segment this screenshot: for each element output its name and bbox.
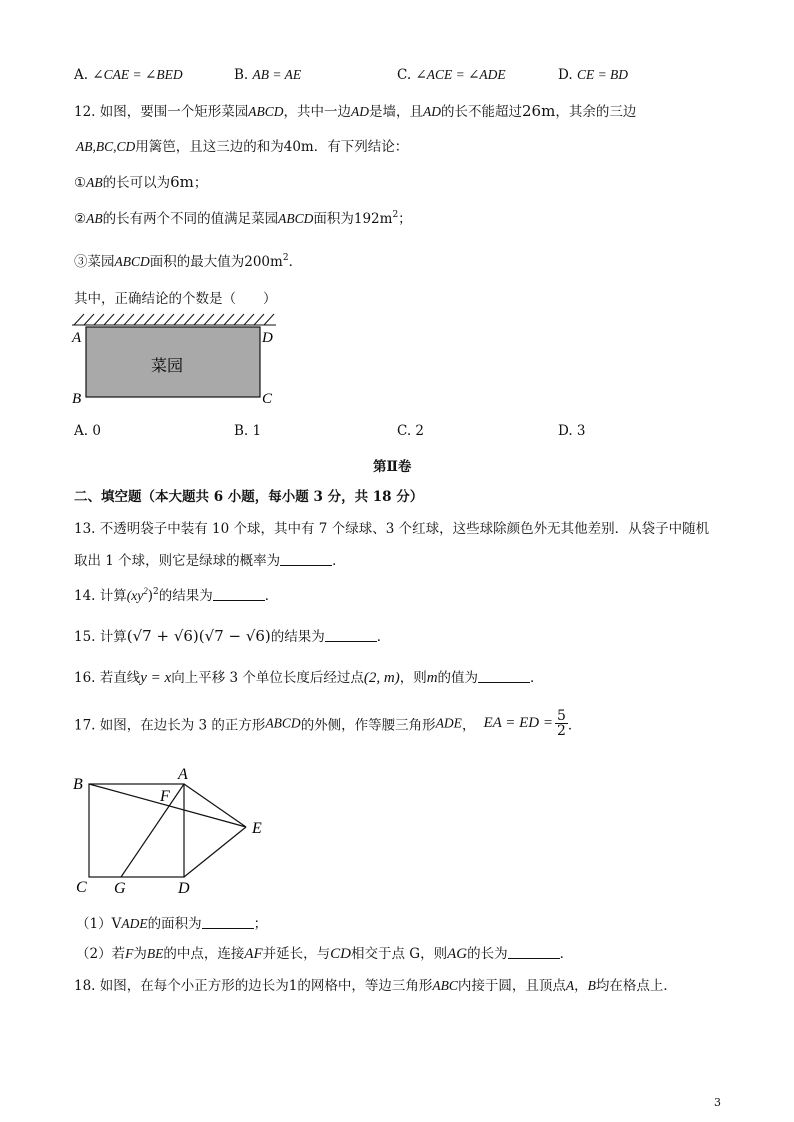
q15-text: 15. 计算 <box>74 629 127 645</box>
q14-sup: 2 <box>143 586 148 596</box>
q14-text: 的结果为 <box>158 588 213 604</box>
q18-text: ， <box>574 978 588 994</box>
q15-expr: (√7 + √6)(√7 − √6) <box>126 627 271 645</box>
q17-p1-triangle-glyph: V <box>111 916 122 932</box>
q18-math: ABC <box>432 978 458 993</box>
q12-value: 26m <box>522 102 556 120</box>
q11-option-a-label: A. <box>74 67 89 83</box>
q12-text: ． <box>288 254 303 270</box>
q11-option-c-expr: ∠ACE = ∠ADE <box>415 67 506 82</box>
answer-blank <box>325 640 377 642</box>
volume-title: 第Ⅱ卷 <box>373 459 412 475</box>
q15-text: 的结果为 <box>270 629 325 645</box>
q17-text: 为 <box>133 946 147 962</box>
q12-math: ABCD <box>278 211 314 226</box>
q17-text: 的长为 <box>467 946 508 962</box>
vertex-d: D <box>262 330 273 346</box>
q17-text: 的中点，连接 <box>163 946 245 962</box>
q11-option-b <box>234 67 301 83</box>
q13-line2 <box>74 549 346 569</box>
q16-var: m <box>426 670 438 686</box>
q12-line1 <box>74 100 636 120</box>
vertex-c: C <box>262 391 273 407</box>
segment-de <box>184 827 246 877</box>
q18-value: 1 <box>288 978 298 994</box>
answer-blank <box>478 681 530 683</box>
q11-option-a-expr: ∠CAE = ∠BED <box>92 67 183 82</box>
q17-square-figure <box>72 768 272 898</box>
q17-math: AF <box>244 946 263 962</box>
q17-text: 的面积为 <box>147 916 202 932</box>
vertex-b: B <box>72 391 82 407</box>
q17-part1 <box>76 912 267 932</box>
vertex-a: A <box>72 330 82 346</box>
q12-math: AB,BC,CD <box>76 139 136 154</box>
q14-paren: ) <box>147 588 154 604</box>
answer-blank <box>202 927 254 929</box>
q16-text: 向上平移 3 个单位长度后经过点 <box>171 670 364 686</box>
q12-ask: 其中，正确结论的个数是（ ） <box>74 291 277 307</box>
q15 <box>74 625 390 645</box>
q12-math: ABCD <box>248 104 284 119</box>
q12-text: ； <box>398 211 412 227</box>
q18 <box>74 974 677 994</box>
q18-math: A <box>565 978 575 993</box>
q17-text: 的外侧，作等腰三角形 <box>300 717 436 734</box>
q17-part2 <box>76 942 573 963</box>
vertex-d: D <box>178 880 190 897</box>
q12-text: 面积的最大值为 <box>149 254 245 270</box>
section-header: 二、填空题（本大题共 6 小题，每小题 3 分，共 18 分） <box>74 489 424 505</box>
q14 <box>74 584 278 604</box>
q18-text: 18. 如图，在每个小正方形的边长为 <box>74 978 289 994</box>
page-number: 3 <box>714 1096 721 1109</box>
q11-option-c-label: C. <box>397 67 412 83</box>
q18-text: 均在格点上． <box>595 978 677 994</box>
q12-math: AD <box>423 104 442 119</box>
q12-option-d: D. 3 <box>558 423 586 439</box>
q12-c3-text: ③菜园 <box>74 254 115 270</box>
q17-end: ． <box>567 717 582 734</box>
segment-ae <box>184 784 246 827</box>
q12-text: 的长可以为 <box>102 175 171 191</box>
q12-text: 12. 如图，要围一个矩形菜园 <box>74 104 249 120</box>
fraction-five-halves <box>555 709 568 738</box>
garden-label: 菜园 <box>151 358 184 375</box>
point-f: F <box>160 788 170 805</box>
q17-text: ， <box>461 717 476 734</box>
q13-text: 取出 1 个球，则它是绿球的概率为 <box>74 553 281 569</box>
q17-math: ADE <box>121 916 148 931</box>
q18-text: 内接于圆，且顶点 <box>457 978 566 994</box>
q12-text: ； <box>193 175 208 191</box>
q18-math: B <box>587 978 596 993</box>
q12-sup: 2 <box>392 210 399 220</box>
segment-ag <box>121 784 184 877</box>
q17-text: 17. 如图，在边长为 3 的正方形 <box>74 717 266 734</box>
q16-point: (2, m) <box>363 670 400 686</box>
q12-option-c: C. 2 <box>397 423 425 439</box>
q12-text: 的长不能超过 <box>441 104 523 120</box>
q14-sup: 2 <box>153 587 159 597</box>
q12-text: ，其余的三边 <box>555 104 637 120</box>
q17-text: （2）若 <box>76 946 126 962</box>
q12-option-b: B. 1 <box>234 423 262 439</box>
q17-text: ． <box>559 946 574 962</box>
q17-math: F <box>125 946 134 961</box>
q11-option-b-label: B. <box>234 67 249 83</box>
answer-blank <box>280 564 332 566</box>
q12-value: 200m <box>244 254 283 270</box>
wall-hatching <box>72 314 276 325</box>
q12-text: 用篱笆，且这三边的和为 <box>135 139 284 155</box>
q16-eq: y = x <box>140 670 172 686</box>
vertex-c: C <box>76 879 87 896</box>
q12-c2-mark: ② <box>74 211 87 227</box>
q12-conclusion-1 <box>74 171 207 191</box>
q12-option-a: A. 0 <box>74 423 101 439</box>
q12-value: 40m <box>283 139 314 155</box>
q12-conclusion-3 <box>74 250 302 270</box>
q14-text: 14. 计算 <box>74 588 127 604</box>
q12-math: ABCD <box>114 254 150 269</box>
q17-eq: EA = ED = <box>483 715 553 731</box>
q12-garden-figure <box>66 308 286 408</box>
answer-blank <box>508 957 560 959</box>
q16-text: ，则 <box>399 670 427 686</box>
q16 <box>74 666 544 687</box>
q14-expr: (xy <box>126 588 144 603</box>
q15-end: ． <box>376 629 391 645</box>
q17-math: CD <box>330 946 352 962</box>
q13-line1: 13. 不透明袋子中装有 10 个球，其中有 7 个绿球、3 个红球，这些球除颜色外无其他差别．从袋子中随机 <box>74 521 710 537</box>
q16-end: ． <box>530 670 544 686</box>
q16-text: 16. 若直线 <box>74 670 141 686</box>
q18-text: 的网格中，等边三角形 <box>297 978 433 994</box>
q16-text: 的值为 <box>437 670 479 686</box>
q12-value: 6m <box>170 173 194 191</box>
fraction-denominator: 2 <box>556 723 566 739</box>
q11-option-c <box>397 67 506 83</box>
q17-math: BE <box>146 946 164 961</box>
q12-text: 面积为 <box>313 211 354 227</box>
q17-text: ； <box>253 916 268 932</box>
q11-option-a <box>74 67 183 83</box>
q17-math: ABCD <box>265 715 301 731</box>
q17-text: 相交于点 G，则 <box>351 946 448 962</box>
answer-blank <box>213 599 265 601</box>
q17-p1-text: （1） <box>76 916 112 932</box>
q12-math: AD <box>351 104 370 119</box>
q17-math: ADE <box>435 715 462 731</box>
q17-stem <box>74 709 581 738</box>
q12-text: 是墙，且 <box>369 104 424 120</box>
q12-sup: 2 <box>282 253 289 263</box>
q12-line2 <box>76 135 408 155</box>
q13-end: ． <box>332 553 346 569</box>
point-g: G <box>114 880 126 897</box>
q17-math: AG <box>447 946 468 962</box>
q11-option-d-expr: CE = BD <box>576 67 629 82</box>
q12-text: 的长有两个不同的值满足菜园 <box>102 211 279 227</box>
q11-option-b-expr: AB = AE <box>252 67 302 82</box>
vertex-e: E <box>252 820 262 837</box>
q11-option-d <box>558 67 628 83</box>
q14-end: ． <box>264 588 279 604</box>
q11-option-d-label: D. <box>558 67 573 83</box>
q12-conclusion-2 <box>74 207 412 227</box>
q17-text: 并延长，与 <box>262 946 331 962</box>
q12-math: AB <box>86 211 103 226</box>
vertex-b: B <box>73 776 83 793</box>
vertex-a: A <box>178 768 188 783</box>
fraction-numerator: 5 <box>556 708 566 724</box>
q12-text: ．有下列结论： <box>313 139 409 155</box>
q12-math: AB <box>86 175 103 190</box>
q12-c1-mark: ① <box>74 175 87 191</box>
q12-text: ，共中一边 <box>283 104 352 120</box>
q12-value: 192m <box>353 211 393 227</box>
